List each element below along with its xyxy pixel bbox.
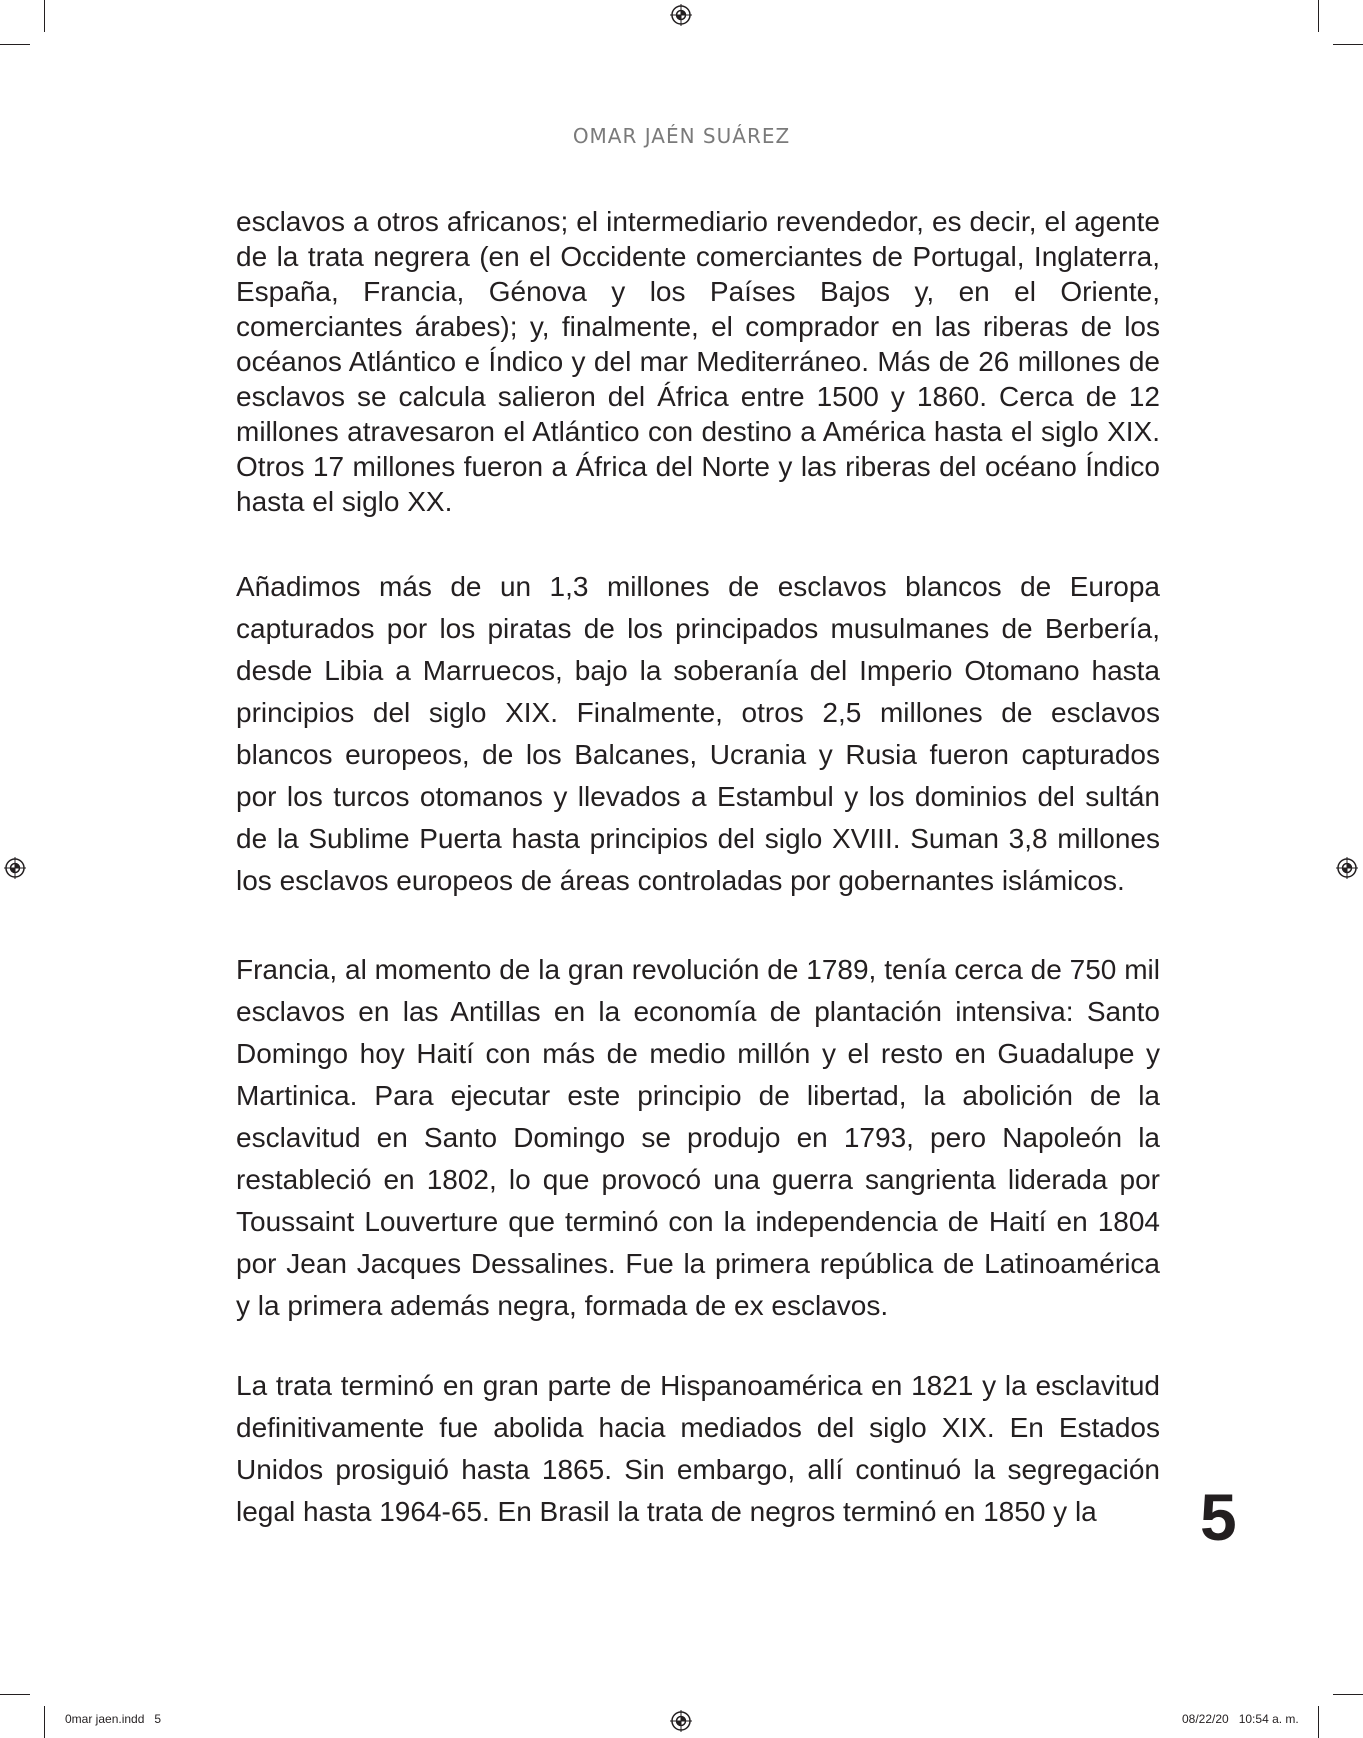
crop-mark-bottom-right-horizontal [1333, 1694, 1363, 1695]
registration-mark-top-icon [670, 4, 692, 26]
paragraph-3: Francia, al momento de la gran revolución de 1789, tenía cerca de 750 mil esclavos en las Antillas en la economía de plantación intensiva: Santo Domingo hoy Haití con más de medio millón y el resto en Guadalupe y Martinica. Para ejecutar este principio de libertad, la abolición de la esclavitud en Santo Domingo se produjo en 1793, pero Napoleón la restableció en 1802, lo que provocó una guerra sangrienta liderada por Toussaint Louverture que terminó con la independencia de Haití en 1804 por Jean Jacques Dessalines. Fue la primera república de Latinoamérica y la primera además negra, formada de ex esclavos. [236, 954, 1160, 1321]
crop-mark-top-right-vertical [1318, 0, 1319, 32]
running-head: OMAR JAÉN SUÁREZ [572, 124, 791, 148]
paragraph-4: La trata terminó en gran parte de Hispanoamérica en 1821 y la esclavitud definitivamente fue abolida hacia mediados del siglo XIX. En Estados Unidos prosiguió hasta 1865. Sin embargo, allí continuó la segregación legal hasta 1964-65. En Brasil la trata de negros terminó en 1850 y la [236, 1370, 1160, 1527]
registration-mark-right-icon [1336, 857, 1358, 879]
page-number: 5 [1200, 1480, 1237, 1554]
slug-file-name: 0mar jaen.indd 5 [65, 1712, 162, 1726]
crop-mark-top-left-vertical [44, 0, 45, 32]
crop-mark-bottom-left-vertical [44, 1706, 45, 1738]
crop-mark-top-right-horizontal [1333, 44, 1363, 45]
paragraph-1: esclavos a otros africanos; el intermediario revendedor, es decir, el agente de la trata negrera (en el Occidente comerciantes de Portugal, Inglaterra, España, Francia, Génova y los Países Bajos y, en el Oriente, comerciantes árabes); y, finalmente, el comprador en las riberas de los océanos Atlántico e Índico y del mar Mediterráneo. Más de 26 millones de esclavos se calcula salieron del África entre 1500 y 1860. Cerca de 12 millones atravesaron el Atlántico con destino a América hasta el siglo XIX. Otros 17 millones fueron a África del Norte y las riberas del océano Índico hasta el siglo XX. [236, 206, 1160, 517]
paragraph-2: Añadimos más de un 1,3 millones de esclavos blancos de Europa capturados por los piratas de los principados musulmanes de Berbería, desde Libia a Marruecos, bajo la soberanía del Imperio Otomano hasta principios del siglo XIX. Finalmente, otros 2,5 millones de esclavos blancos europeos, de los Balcanes, Ucrania y Rusia fueron capturados por los turcos otomanos y llevados a Estambul y los dominios del sultán de la Sublime Puerta hasta principios del siglo XVIII. Suman 3,8 millones los esclavos europeos de áreas controladas por gobernantes islámicos. [236, 571, 1160, 896]
crop-mark-bottom-left-horizontal [0, 1694, 30, 1695]
crop-mark-bottom-right-vertical [1318, 1706, 1319, 1738]
crop-mark-top-left-horizontal [0, 44, 30, 45]
slug-date: 08/22/20 10:54 a. m. [1182, 1712, 1299, 1726]
registration-mark-left-icon [4, 857, 26, 879]
body-text [236, 204, 1160, 1533]
registration-mark-bottom-icon [670, 1710, 692, 1732]
